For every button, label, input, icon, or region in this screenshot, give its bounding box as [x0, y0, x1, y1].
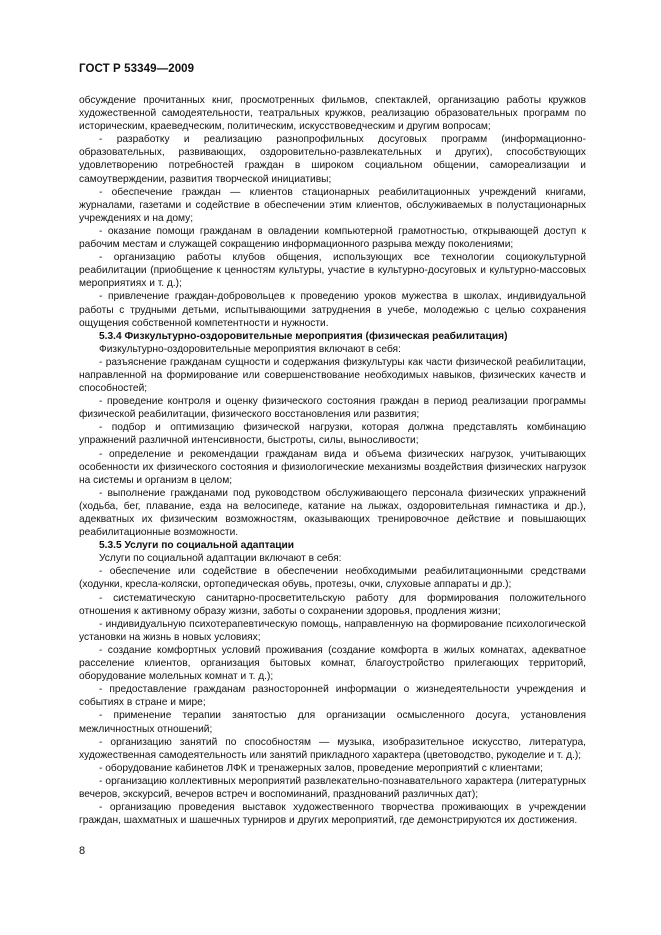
list-item: - организацию работы клубов общения, использующих все технологии социокультурной реабилитации (приобщение к ценностям культуры, участие в культурно-досуговых и культурно-массовых мероприятиях и т. д.);: [79, 252, 586, 290]
paragraph: Физкультурно-оздоровительные мероприятия включают в себя:: [99, 343, 401, 355]
list-item: - обеспечение граждан — клиентов стационарных реабилитационных учреждений книгами, журналами, газетами и содействие в обеспечении этим клиентов, обслуживаемых в полустационарных учреждениях и на дому;: [79, 186, 586, 224]
list-item: - организацию проведения выставок художественного творчества проживающих в учреждении граждан, шахматных и шашечных турниров и других мероприятий, где демонстрируются их достижения.: [79, 802, 586, 827]
list-item: - систематическую санитарно-просветительскую работу для формирования положительного отношения к активному образу жизни, заботы о сохранении здоровья, продления жизни;: [79, 592, 586, 617]
list-item: - предоставление гражданам разносторонней информации о жизнедеятельности учреждения и событиях в стране и мире;: [79, 684, 586, 709]
list-item: - оборудование кабинетов ЛФК и тренажерных залов, проведение мероприятий с клиентами;: [99, 762, 543, 774]
list-item: - организацию коллективных мероприятий развлекательно-познавательного характера (литературных вечеров, экскурсий, вечеров встреч и воспоминаний, празднований различных дат);: [79, 775, 586, 800]
list-item: - обеспечение или содействие в обеспечении необходимыми реабилитационными средствами (ходунки, кресла-коляски, ортопедическая обувь, протезы, очки, слуховые аппараты и др.);: [79, 566, 586, 591]
list-item: - определение и рекомендации гражданам вида и объема физических нагрузок, учитывающих особенности их физического состояния и физиологические механизмы воздействия физических нагрузок на системы и организм в целом;: [79, 448, 586, 486]
section-heading: 5.3.5 Услуги по социальной адаптации: [99, 540, 295, 552]
list-item: - индивидуальную психотерапевтическую помощь, направленную на формирование психологической установки на жизнь в новых условиях;: [79, 618, 586, 643]
list-item: - организацию занятий по способностям — музыка, изобразительное искусство, литература, художественная самодеятельность или занятий прикладного характера (цветоводство, рукоделие и т. д.);: [79, 736, 586, 761]
list-item: - создание комфортных условий проживания (создание комфорта в жилых комнатах, адекватное расселение клиентов, организация бытовых комнат, благоустройство прилегающих территорий, оборудование молельных комнат и т. д.);: [79, 644, 586, 683]
list-item: - выполнение гражданами под руководством обслуживающего персонала физических упражнений (ходьба, бег, плавание, езда на велосипеде, катание на лыжах, оздоровительная гимнастика и др.), адекватных их физическим возможностям, оказывающих тренировочное действие и повышающих реабилитационные возможности.: [79, 487, 586, 539]
paragraph: обсуждение прочитанных книг, просмотренных фильмов, спектаклей, организацию работы кружков художественной самодеятельности, театральных кружков, реализацию образовательных программ по историческим, краеведческим, политическим, искусствоведческим и другим вопросам;: [79, 95, 586, 133]
list-item: - применение терапии занятостью для организации осмысленного досуга, установления межличностных отношений;: [79, 710, 586, 735]
list-item: - проведение контроля и оценку физического состояния граждан в период реализации программы физической реабилитации, физического восстановления или развития;: [79, 396, 586, 421]
list-item: - разработку и реализацию разнопрофильных досуговых программ (информационно-образовательных, развивающих, оздоровительно-развлекательных и других), способствующих удовлетворению потребностей граждан в широком социальном общении, самореализации и самоутверждении, развития творческой инициативы;: [79, 134, 586, 185]
paragraph: Услуги по социальной адаптации включают в себя:: [99, 553, 342, 565]
body-text: [79, 94, 586, 827]
list-item: - подбор и оптимизацию физической нагрузки, которая должна представлять комбинацию упражнений различной интенсивности, быстроты, силы, выносливости;: [79, 422, 586, 447]
list-item: - разъяснение гражданам сущности и содержания физкультуры как части физической реабилитации, направленной на формирование или совершенствование необходимых навыков, физических качеств и способностей;: [79, 356, 586, 395]
document-header: ГОСТ Р 53349—2009: [79, 63, 195, 75]
section-heading: 5.3.4 Физкультурно-оздоровительные мероприятия (физическая реабилитация): [99, 330, 508, 342]
page-number: 8: [79, 845, 86, 857]
list-item: - оказание помощи гражданам в овладении компьютерной грамотностью, открывающей доступ к рабочим местам и служащей сокращению информационного разрыва между поколениями;: [79, 225, 586, 251]
list-item: - привлечение граждан-добровольцев к проведению уроков мужества в школах, индивидуальной работы с трудными детьми, испытывающими затруднения в учебе, молодежью с целью сохранения ощущения собственной компетентности и нужности.: [79, 291, 586, 329]
